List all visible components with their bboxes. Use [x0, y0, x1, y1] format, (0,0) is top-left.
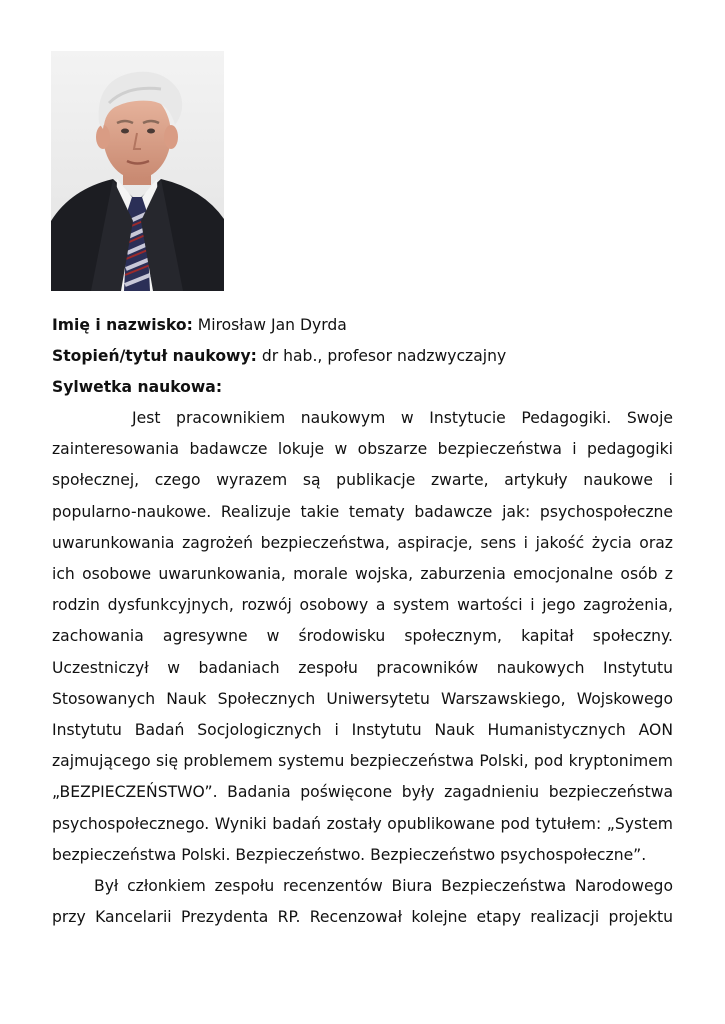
profile-paragraph-1: Jest pracownikiem naukowym w Instytucie Pedagogiki. Swoje zainteresowania badawcze lokuje w obszarze bezpieczeństwa i pedagogiki społecznej, czego wyrazem są publikacje zwarte, artykuły naukowe i popularno-naukowe. Realizuje takie tematy badawcze jak: psychospołeczne uwarunkowania zagrożeń bezpieczeństwa, aspiracje, sens i jakość życia oraz ich osobowe uwarunkowania, morale wojska, zaburzenia emocjonalne osób z rodzin dysfunkcyjnych, rozwój osobowy a system wartości i jego zagrożenia, zachowania agresywne w środowisku społecznym, kapitał społeczny. Uczestniczył w badaniach zespołu pracowników naukowych Instytutu Stosowanych Nauk Społecznych Uniwersytetu Warszawskiego, Wojskowego Instytutu Badań Socjologicznych i Instytutu Nauk Humanistycznych AON zajmującego się problemem systemu bezpieczeństwa Polski, pod kryptonimem „BEZPIECZEŃSTWO”. Badania poświęcone były zagadnieniu bezpieczeństwa psychospołecznego. Wyniki badań zostały opublikowane pod tytułem: „System bezpieczeństwa Polski. Bezpieczeństwo. Bezpieczeństwo psychospołeczne”. [52, 409, 673, 864]
profile-paragraph-2: Był członkiem zespołu recenzentów Biura Bezpieczeństwa Narodowego przy Kancelarii Prezydenta RP. Recenzował kolejne etapy realizacji projektu [52, 877, 673, 927]
name-field [52, 310, 673, 341]
name-label: Imię i nazwisko: [52, 316, 193, 334]
profile-heading [52, 372, 673, 403]
name-value: Mirosław Jan Dyrda [197, 316, 347, 334]
portrait-photo [51, 51, 224, 291]
portrait-icon [51, 51, 224, 291]
profile-heading-text: Sylwetka naukowa: [52, 378, 223, 396]
profile-content [52, 310, 673, 933]
degree-field [52, 341, 673, 372]
degree-value: dr hab., profesor nadzwyczajny [261, 347, 507, 365]
degree-label: Stopień/tytuł naukowy: [52, 347, 257, 365]
